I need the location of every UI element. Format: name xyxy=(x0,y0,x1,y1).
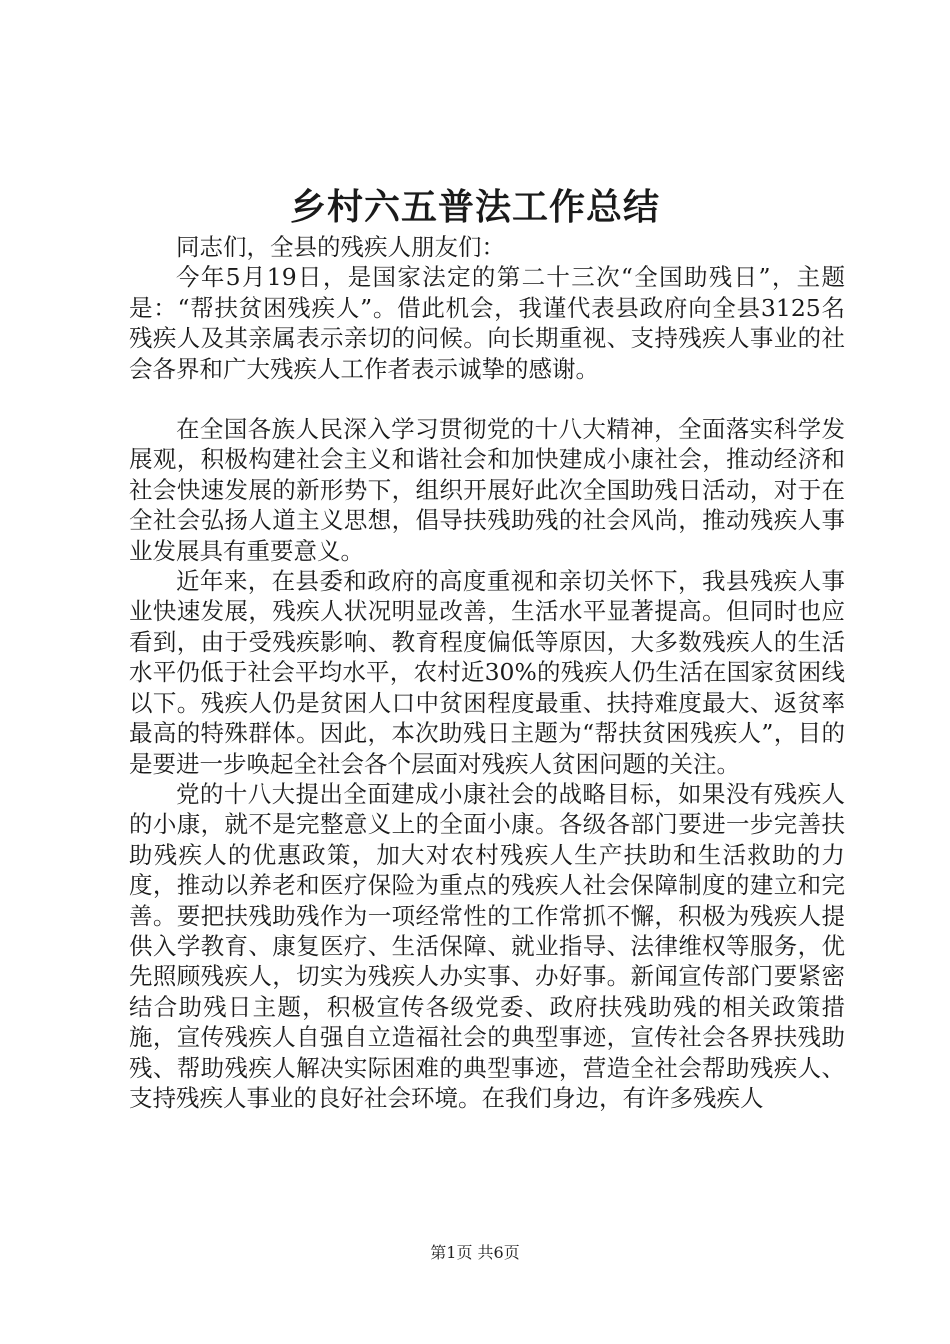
salutation-paragraph: 同志们，全县的残疾人朋友们： xyxy=(176,233,505,261)
page-number: 第1页 共6页 xyxy=(430,1243,520,1262)
body-paragraph: 在全国各族人民深入学习贯彻党的十八大精神，全面落实科学发展观，积极构建社会主义和谐社会和加快建成小康社会，推动经济和社会快速发展的新形势下，组织开展好此次全国助残日活动，对于在全社会弘扬人道主义思想，倡导扶残助残的社会风尚，推动残疾人事业发展具有重要意义。 xyxy=(129,415,845,565)
body-paragraph: 今年5月19日，是国家法定的第二十三次“全国助残日”，主题是：“帮扶贫困残疾人”。借此机会，我谨代表县政府向全县3125名残疾人及其亲属表示亲切的问候。向长期重视、支持残疾人事业的社会各界和广大残疾人工作者表示诚挚的感谢。 xyxy=(129,263,845,383)
document-title: 乡村六五普法工作总结 xyxy=(289,186,660,228)
document-body xyxy=(129,232,845,1113)
body-paragraph: 近年来，在县委和政府的高度重视和亲切关怀下，我县残疾人事业快速发展，残疾人状况明显改善，生活水平显著提高。但同时也应看到，由于受残疾影响、教育程度偏低等原因，大多数残疾人的生活水平仍低于社会平均水平，农村近30%的残疾人仍生活在国家贫困线以下。残疾人仍是贫困人口中贫困程度最重、扶持难度最大、返贫率最高的特殊群体。因此，本次助残日主题为“帮扶贫困残疾人”，目的是要进一步唤起全社会各个层面对残疾人贫困问题的关注。 xyxy=(129,567,845,778)
body-paragraph: 党的十八大提出全面建成小康社会的战略目标，如果没有残疾人的小康，就不是完整意义上的全面小康。各级各部门要进一步完善扶助残疾人的优惠政策，加大对农村残疾人生产扶助和生活救助的力度，推动以养老和医疗保险为重点的残疾人社会保障制度的建立和完善。要把扶残助残作为一项经常性的工作常抓不懈，积极为残疾人提供入学教育、康复医疗、生活保障、就业指导、法律维权等服务，优先照顾残疾人，切实为残疾人办实事、办好事。新闻宣传部门要紧密结合助残日主题，积极宣传各级党委、政府扶残助残的相关政策措施，宣传残疾人自强自立造福社会的典型事迹，宣传社会各界扶残助残、帮助残疾人解决实际困难的典型事迹，营造全社会帮助残疾人、支持残疾人事业的良好社会环境。在我们身边，有许多残疾人 xyxy=(129,779,845,1112)
